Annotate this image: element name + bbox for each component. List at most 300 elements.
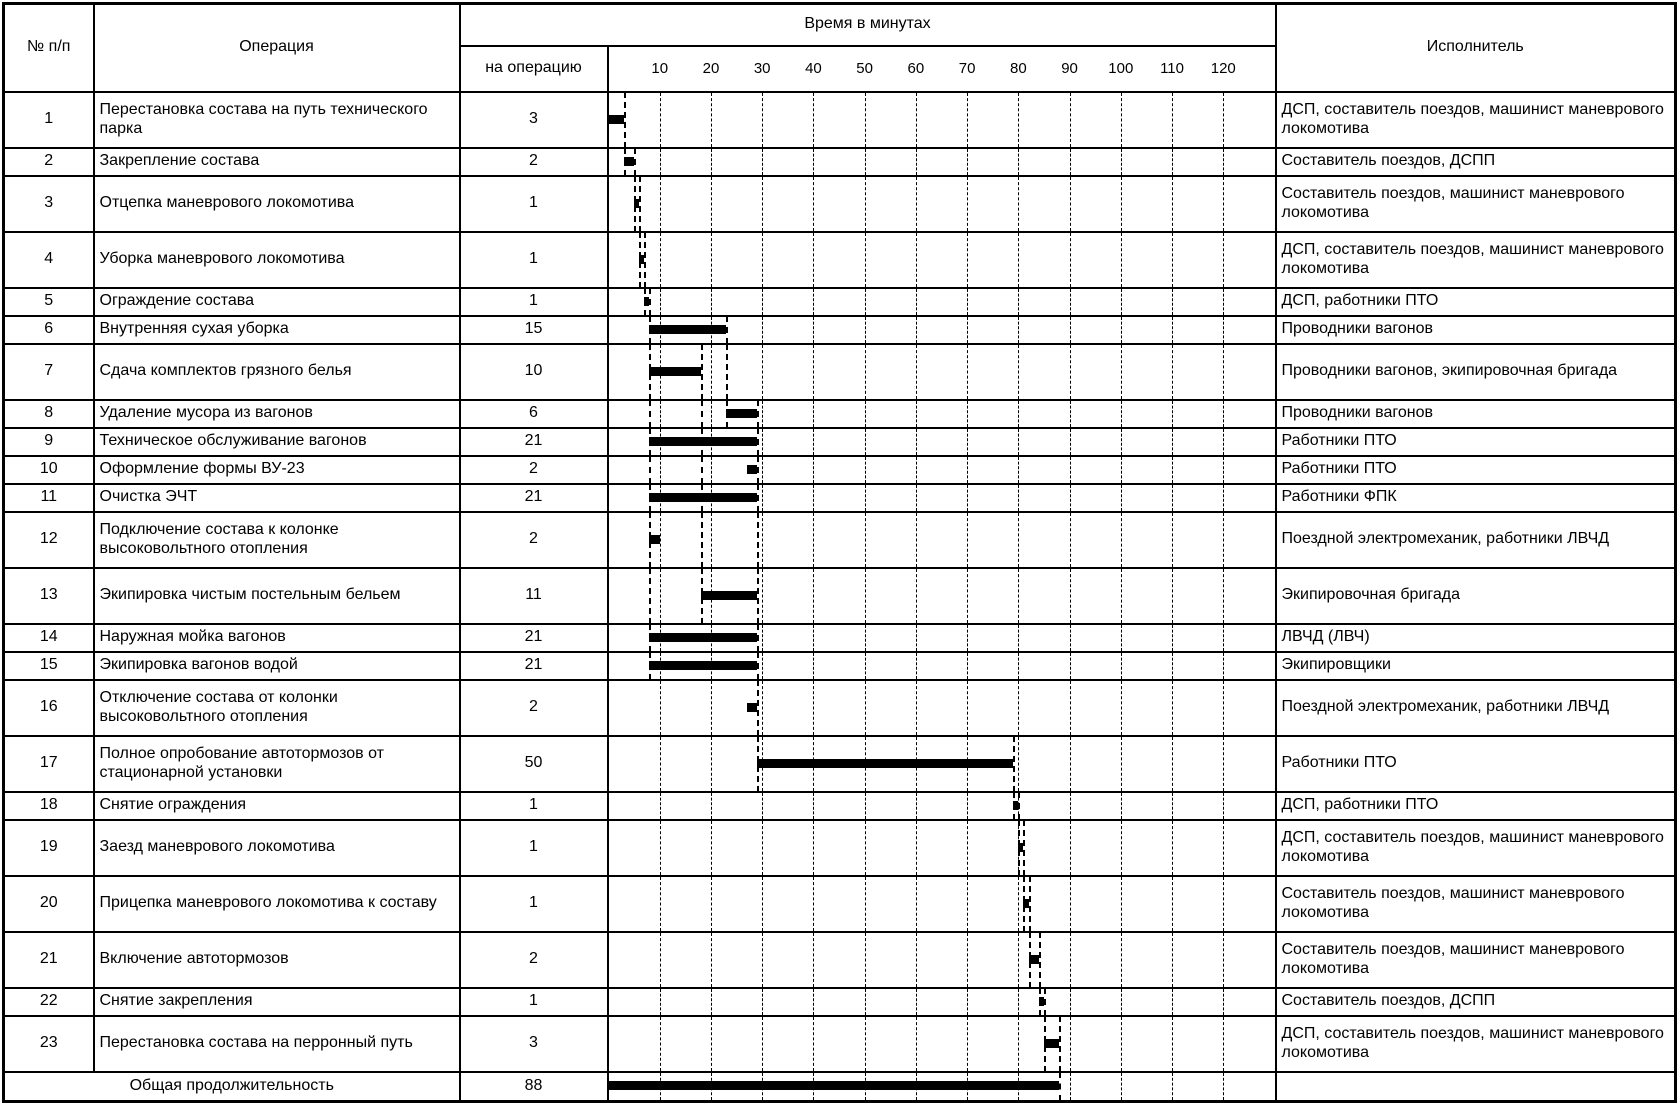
- column-header-executor: Исполнитель: [1276, 4, 1676, 92]
- time-gridline: [813, 233, 814, 287]
- operation-duration: 2: [460, 148, 608, 176]
- time-gridline: [711, 877, 712, 931]
- operation-name: Оформление формы ВУ-23: [94, 456, 460, 484]
- time-gridline: [711, 289, 712, 315]
- time-gridline: [1223, 877, 1224, 931]
- time-gridline: [967, 457, 968, 483]
- operation-duration: 21: [460, 652, 608, 680]
- time-gridline: [1172, 653, 1173, 679]
- operation-name: Очистка ЭЧТ: [94, 484, 460, 512]
- time-gridline: [711, 681, 712, 735]
- header-row-1: [4, 4, 1676, 46]
- row-number: 11: [4, 484, 94, 512]
- table-row: [4, 456, 1676, 484]
- executor-name: Экипировочная бригада: [1276, 568, 1676, 624]
- gantt-bar: [644, 297, 649, 306]
- time-gridline: [1172, 877, 1173, 931]
- time-gridline: [916, 1017, 917, 1071]
- time-scale-ticks: [609, 47, 1275, 91]
- time-gridline: [1121, 821, 1122, 875]
- operation-duration: 3: [460, 92, 608, 148]
- gantt-bar: [624, 157, 634, 166]
- gantt-bar: [1044, 1039, 1059, 1048]
- time-tick-label: 100: [1108, 59, 1134, 77]
- time-gridline: [1121, 989, 1122, 1015]
- table-row: [4, 680, 1676, 736]
- dependency-connector-line: [726, 316, 728, 344]
- time-gridline: [1223, 149, 1224, 175]
- dependency-connector-line: [757, 624, 759, 652]
- time-gridline: [1070, 653, 1071, 679]
- time-gridline: [762, 177, 763, 231]
- time-gridline: [1070, 345, 1071, 399]
- time-gridline: [711, 1017, 712, 1071]
- time-gridline: [660, 457, 661, 483]
- time-gridline: [762, 793, 763, 819]
- table-row: [4, 316, 1676, 344]
- gantt-chart-cell: [608, 876, 1276, 932]
- executor-name: Проводники вагонов, экипировочная бригада: [1276, 344, 1676, 400]
- time-gridline: [865, 233, 866, 287]
- time-gridline: [762, 653, 763, 679]
- operation-name: Перестановка состава на путь технического парка: [94, 92, 460, 148]
- time-tick-label: 120: [1210, 59, 1236, 77]
- executor-name: Составитель поездов, машинист маневрового локомотива: [1276, 176, 1676, 232]
- time-gridline: [916, 569, 917, 623]
- time-gridline: [916, 93, 917, 147]
- operation-name: Экипировка чистым постельным бельем: [94, 568, 460, 624]
- dependency-connector-line: [649, 288, 651, 316]
- time-gridline: [660, 569, 661, 623]
- dependency-connector-line: [726, 344, 728, 400]
- row-number: 20: [4, 876, 94, 932]
- row-number: 19: [4, 820, 94, 876]
- operation-duration: 15: [460, 316, 608, 344]
- time-gridline: [1018, 625, 1019, 651]
- operation-name: Экипировка вагонов водой: [94, 652, 460, 680]
- time-gridline: [762, 877, 763, 931]
- column-header-num: № п/п: [4, 4, 94, 92]
- operation-duration: 3: [460, 1016, 608, 1072]
- time-gridline: [660, 93, 661, 147]
- operation-duration: 21: [460, 484, 608, 512]
- executor-name: ЛВЧД (ЛВЧ): [1276, 624, 1676, 652]
- time-gridline: [967, 289, 968, 315]
- time-gridline: [711, 513, 712, 567]
- table-row: [4, 484, 1676, 512]
- time-gridline: [813, 681, 814, 735]
- time-gridline: [1018, 233, 1019, 287]
- time-gridline: [813, 625, 814, 651]
- time-tick-label: 30: [753, 59, 771, 77]
- gantt-chart-cell: [608, 1072, 1276, 1102]
- time-gridline: [1121, 737, 1122, 791]
- gantt-chart-cell: [608, 988, 1276, 1016]
- time-gridline: [1223, 93, 1224, 147]
- time-gridline: [865, 177, 866, 231]
- time-gridline: [1223, 569, 1224, 623]
- operation-name: Удаление мусора из вагонов: [94, 400, 460, 428]
- executor-name: Работники ПТО: [1276, 456, 1676, 484]
- time-gridline: [1223, 793, 1224, 819]
- time-gridline: [762, 1017, 763, 1071]
- time-gridline: [813, 289, 814, 315]
- operation-duration: 1: [460, 232, 608, 288]
- dependency-connector-line: [624, 92, 626, 148]
- time-gridline: [660, 177, 661, 231]
- time-gridline: [865, 485, 866, 511]
- gantt-bar: [747, 465, 757, 474]
- operation-name: Уборка маневрового локомотива: [94, 232, 460, 288]
- gantt-bar: [1013, 801, 1018, 810]
- time-gridline: [660, 821, 661, 875]
- gantt-chart-cell: [608, 400, 1276, 428]
- table-row: [4, 568, 1676, 624]
- operation-duration: 11: [460, 568, 608, 624]
- total-row: [4, 1072, 1676, 1102]
- executor-name: Работники ФПК: [1276, 484, 1676, 512]
- time-gridline: [865, 933, 866, 987]
- dependency-connector-line: [701, 456, 703, 484]
- time-gridline: [813, 149, 814, 175]
- time-gridline: [1223, 233, 1224, 287]
- dependency-connector-line: [757, 512, 759, 568]
- dependency-connector-line: [1023, 820, 1025, 876]
- time-gridline: [762, 569, 763, 623]
- time-gridline: [711, 233, 712, 287]
- executor-name: Составитель поездов, машинист маневрового локомотива: [1276, 876, 1676, 932]
- table-row: [4, 876, 1676, 932]
- dependency-connector-line: [701, 512, 703, 568]
- gantt-bar: [609, 1081, 1060, 1090]
- time-gridline: [1172, 569, 1173, 623]
- time-gridline: [762, 933, 763, 987]
- time-gridline: [1070, 149, 1071, 175]
- time-gridline: [711, 93, 712, 147]
- time-gridline: [660, 513, 661, 567]
- gantt-bar: [649, 325, 726, 334]
- time-gridline: [967, 317, 968, 343]
- time-gridline: [1018, 485, 1019, 511]
- dependency-connector-line: [701, 344, 703, 400]
- time-gridline: [813, 933, 814, 987]
- time-gridline: [1070, 793, 1071, 819]
- time-gridline: [813, 989, 814, 1015]
- time-gridline: [660, 989, 661, 1015]
- row-number: 7: [4, 344, 94, 400]
- operation-name: Техническое обслуживание вагонов: [94, 428, 460, 456]
- time-gridline: [1172, 317, 1173, 343]
- time-gridline: [1070, 233, 1071, 287]
- operation-duration: 2: [460, 456, 608, 484]
- time-gridline: [916, 149, 917, 175]
- time-gridline: [967, 93, 968, 147]
- time-gridline: [1018, 681, 1019, 735]
- time-gridline: [1172, 177, 1173, 231]
- time-gridline: [1070, 933, 1071, 987]
- operation-name: Заезд маневрового локомотива: [94, 820, 460, 876]
- time-gridline: [1172, 793, 1173, 819]
- gantt-bar: [1018, 843, 1023, 852]
- time-gridline: [711, 345, 712, 399]
- row-number: 8: [4, 400, 94, 428]
- executor-name: Составитель поездов, ДСПП: [1276, 988, 1676, 1016]
- time-gridline: [1018, 177, 1019, 231]
- time-gridline: [865, 989, 866, 1015]
- time-tick-label: 40: [805, 59, 822, 77]
- time-gridline: [1121, 1017, 1122, 1071]
- executor-name: ДСП, работники ПТО: [1276, 288, 1676, 316]
- time-gridline: [916, 989, 917, 1015]
- executor-name: Работники ПТО: [1276, 428, 1676, 456]
- operation-duration: 1: [460, 876, 608, 932]
- time-gridline: [1223, 177, 1224, 231]
- time-gridline: [711, 401, 712, 427]
- time-gridline: [1018, 289, 1019, 315]
- time-gridline: [1121, 457, 1122, 483]
- time-gridline: [1172, 457, 1173, 483]
- row-number: 12: [4, 512, 94, 568]
- time-gridline: [813, 93, 814, 147]
- operation-duration: 2: [460, 680, 608, 736]
- time-gridline: [865, 401, 866, 427]
- time-gridline: [1121, 513, 1122, 567]
- time-gridline: [660, 401, 661, 427]
- executor-name: ДСП, составитель поездов, машинист маневрового локомотива: [1276, 232, 1676, 288]
- executor-name: Составитель поездов, машинист маневрового локомотива: [1276, 932, 1676, 988]
- time-gridline: [1121, 93, 1122, 147]
- total-executor-empty: [1276, 1072, 1676, 1102]
- operation-name: Включение автотормозов: [94, 932, 460, 988]
- gantt-bar: [701, 591, 757, 600]
- time-gridline: [1070, 429, 1071, 455]
- gantt-chart-cell: [608, 820, 1276, 876]
- time-gridline: [1223, 485, 1224, 511]
- time-gridline: [1070, 737, 1071, 791]
- time-gridline: [762, 513, 763, 567]
- time-gridline: [1223, 989, 1224, 1015]
- table-row: [4, 288, 1676, 316]
- time-gridline: [711, 989, 712, 1015]
- time-gridline: [813, 569, 814, 623]
- time-gridline: [1121, 485, 1122, 511]
- column-header-time-group: Время в минутах: [460, 4, 1276, 46]
- gantt-bar: [649, 535, 659, 544]
- time-gridline: [1223, 429, 1224, 455]
- time-gridline: [1018, 877, 1019, 931]
- time-tick-label: 80: [1010, 59, 1027, 77]
- time-gridline: [916, 401, 917, 427]
- time-gridline: [1070, 177, 1071, 231]
- table-row: [4, 344, 1676, 400]
- operation-name: Подключение состава к колонке высоковольтного отопления: [94, 512, 460, 568]
- time-gridline: [1018, 513, 1019, 567]
- gantt-chart-cell: [608, 680, 1276, 736]
- row-number: 10: [4, 456, 94, 484]
- row-number: 22: [4, 988, 94, 1016]
- time-gridline: [1172, 345, 1173, 399]
- gantt-bar: [649, 493, 757, 502]
- table-row: [4, 512, 1676, 568]
- time-gridline: [1070, 317, 1071, 343]
- time-gridline: [865, 149, 866, 175]
- time-tick-label: 10: [651, 59, 669, 77]
- operation-duration: 50: [460, 736, 608, 792]
- operation-duration: 10: [460, 344, 608, 400]
- operation-name: Полное опробование автотормозов от стационарной установки: [94, 736, 460, 792]
- time-gridline: [1172, 681, 1173, 735]
- time-gridline: [1172, 1017, 1173, 1071]
- time-gridline: [967, 513, 968, 567]
- time-gridline: [1223, 653, 1224, 679]
- row-number: 14: [4, 624, 94, 652]
- time-gridline: [1070, 93, 1071, 147]
- time-gridline: [711, 793, 712, 819]
- time-gridline: [1223, 1017, 1224, 1071]
- operation-duration: 1: [460, 288, 608, 316]
- time-gridline: [916, 485, 917, 511]
- time-gridline: [916, 289, 917, 315]
- dependency-connector-line: [649, 456, 651, 484]
- time-gridline: [1223, 317, 1224, 343]
- gantt-chart-cell: [608, 1016, 1276, 1072]
- time-gridline: [865, 569, 866, 623]
- dependency-connector-line: [644, 232, 646, 288]
- time-tick-label: 70: [958, 59, 976, 77]
- time-gridline: [1070, 625, 1071, 651]
- time-gridline: [1172, 233, 1173, 287]
- gantt-chart-cell: [608, 652, 1276, 680]
- operation-name: Закрепление состава: [94, 148, 460, 176]
- time-gridline: [865, 625, 866, 651]
- time-gridline: [1070, 513, 1071, 567]
- time-tick-label: 50: [856, 59, 873, 77]
- row-number: 21: [4, 932, 94, 988]
- operation-name: Наружная мойка вагонов: [94, 624, 460, 652]
- executor-name: ДСП, составитель поездов, машинист маневрового локомотива: [1276, 1016, 1676, 1072]
- row-number: 2: [4, 148, 94, 176]
- time-gridline: [1121, 233, 1122, 287]
- time-gridline: [1070, 1073, 1071, 1101]
- time-gridline: [916, 429, 917, 455]
- executor-name: ДСП, работники ПТО: [1276, 792, 1676, 820]
- time-gridline: [1018, 653, 1019, 679]
- time-gridline: [1018, 569, 1019, 623]
- time-gridline: [1018, 93, 1019, 147]
- time-gridline: [967, 821, 968, 875]
- operation-duration: 1: [460, 176, 608, 232]
- operation-duration: 2: [460, 932, 608, 988]
- time-gridline: [1172, 1073, 1173, 1101]
- time-gridline: [1018, 401, 1019, 427]
- executor-name: Проводники вагонов: [1276, 400, 1676, 428]
- time-gridline: [1172, 989, 1173, 1015]
- column-header-per-operation: на операцию: [460, 46, 608, 92]
- time-gridline: [1223, 933, 1224, 987]
- gantt-chart-cell: [608, 512, 1276, 568]
- gantt-chart-cell: [608, 176, 1276, 232]
- time-gridline: [967, 989, 968, 1015]
- gantt-chart-cell: [608, 288, 1276, 316]
- time-gridline: [1121, 345, 1122, 399]
- time-gridline: [762, 317, 763, 343]
- gantt-bar: [1039, 997, 1044, 1006]
- gantt-bar: [639, 255, 644, 264]
- time-gridline: [865, 457, 866, 483]
- time-gridline: [1121, 793, 1122, 819]
- dependency-connector-line: [1018, 792, 1020, 820]
- operation-duration: 6: [460, 400, 608, 428]
- operation-duration: 21: [460, 428, 608, 456]
- time-gridline: [1018, 345, 1019, 399]
- time-gridline: [1223, 289, 1224, 315]
- dependency-connector-line: [757, 456, 759, 484]
- gantt-bar: [757, 759, 1013, 768]
- dependency-connector-line: [649, 400, 651, 428]
- gantt-chart-cell: [608, 792, 1276, 820]
- time-scale: [608, 46, 1276, 92]
- time-gridline: [967, 149, 968, 175]
- time-gridline: [1223, 625, 1224, 651]
- time-gridline: [813, 317, 814, 343]
- time-gridline: [660, 877, 661, 931]
- time-gridline: [1121, 681, 1122, 735]
- dependency-connector-line: [757, 680, 759, 736]
- time-gridline: [711, 821, 712, 875]
- operation-name: Отключение состава от колонки высоковольтного отопления: [94, 680, 460, 736]
- process-schedule-table: [2, 2, 1677, 1103]
- time-gridline: [1018, 737, 1019, 791]
- executor-name: ДСП, составитель поездов, машинист маневрового локомотива: [1276, 92, 1676, 148]
- time-gridline: [1121, 149, 1122, 175]
- time-gridline: [762, 149, 763, 175]
- table-row: [4, 428, 1676, 456]
- time-gridline: [1070, 821, 1071, 875]
- time-gridline: [865, 653, 866, 679]
- time-gridline: [1070, 457, 1071, 483]
- time-gridline: [967, 485, 968, 511]
- time-gridline: [762, 485, 763, 511]
- time-gridline: [916, 233, 917, 287]
- executor-name: Экипировщики: [1276, 652, 1676, 680]
- row-number: 6: [4, 316, 94, 344]
- time-gridline: [660, 933, 661, 987]
- dependency-connector-line: [701, 400, 703, 428]
- time-gridline: [1121, 289, 1122, 315]
- row-number: 5: [4, 288, 94, 316]
- operation-duration: 21: [460, 624, 608, 652]
- time-gridline: [762, 429, 763, 455]
- dependency-connector-line: [757, 484, 759, 512]
- time-gridline: [660, 681, 661, 735]
- operation-name: Внутренняя сухая уборка: [94, 316, 460, 344]
- time-gridline: [967, 401, 968, 427]
- time-gridline: [865, 317, 866, 343]
- time-gridline: [916, 793, 917, 819]
- time-gridline: [967, 793, 968, 819]
- time-gridline: [1121, 877, 1122, 931]
- dependency-connector-line: [757, 428, 759, 456]
- operation-name: Снятие закрепления: [94, 988, 460, 1016]
- table-row: [4, 92, 1676, 148]
- time-gridline: [813, 821, 814, 875]
- table-row: [4, 736, 1676, 792]
- time-gridline: [660, 793, 661, 819]
- operation-name: Перестановка состава на перронный путь: [94, 1016, 460, 1072]
- time-gridline: [865, 513, 866, 567]
- gantt-bar: [634, 199, 639, 208]
- table-body: [4, 92, 1676, 1102]
